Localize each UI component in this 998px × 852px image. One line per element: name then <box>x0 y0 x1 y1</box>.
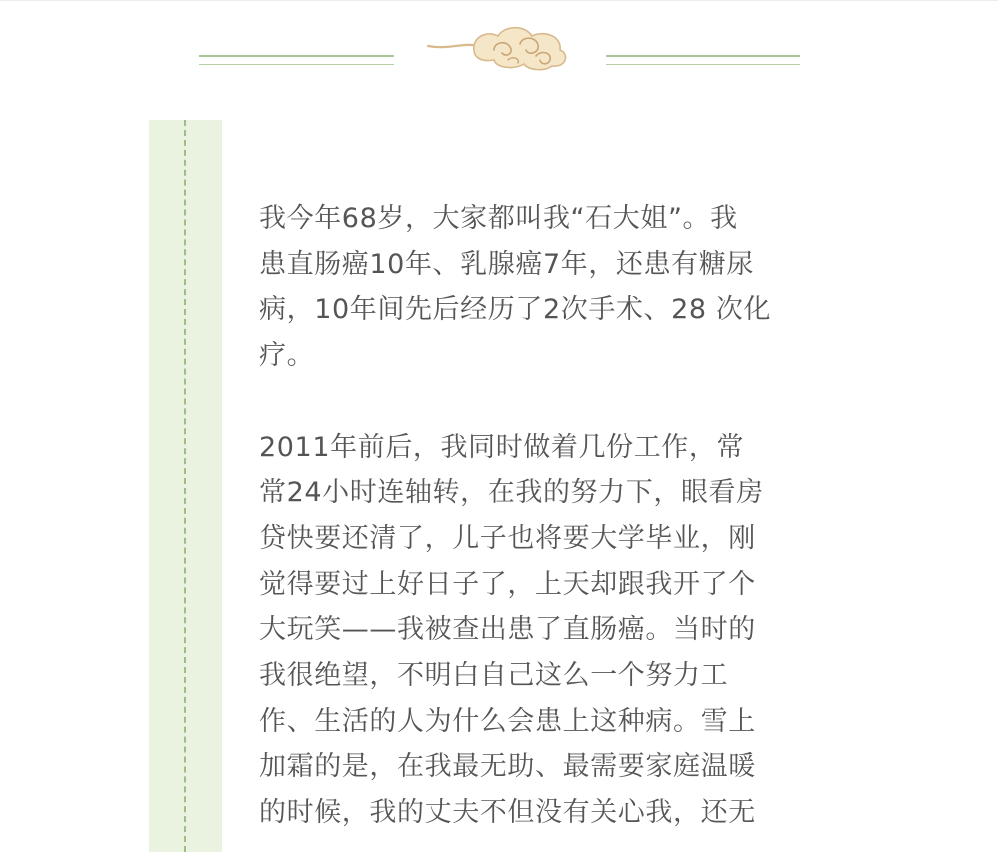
text-line: 疗。 <box>259 340 315 372</box>
top-rule <box>0 0 998 1</box>
divider-line-right <box>606 53 800 67</box>
text-line: 觉得要过上好日子了，上天却跟我开了个 <box>259 568 756 600</box>
decorative-divider <box>0 8 998 70</box>
text-line: 贷快要还清了，儿子也将要大学毕业，刚 <box>259 522 756 554</box>
divider-line-left <box>199 53 394 67</box>
dashed-guide-line <box>184 120 186 852</box>
paragraph-gap <box>259 379 819 425</box>
text-line: 病，10年间先后经历了2次手术、28 次化 <box>259 294 772 326</box>
text-line: 加霜的是，在我最无助、最需要家庭温暖 <box>259 751 756 783</box>
text-line: 的时候，我的丈夫不但没有关心我，还无 <box>259 797 756 829</box>
text-line: 我很绝望，不明白自己这么一个努力工 <box>259 660 729 692</box>
text-line: 我今年68岁，大家都叫我“石大姐”。我 <box>259 203 738 234</box>
article-body <box>259 196 819 836</box>
side-decoration-band <box>149 120 222 852</box>
paragraph-1 <box>259 196 819 379</box>
paragraph-2 <box>259 425 819 836</box>
text-line: 大玩笑——我被查出患了直肠癌。当时的 <box>259 614 756 646</box>
text-line: 2011年前后，我同时做着几份工作，常 <box>259 431 745 463</box>
text-line: 患直肠癌10年、乳腺癌7年，还患有糖尿 <box>259 248 754 280</box>
text-line: 常24小时连轴转，在我的努力下，眼看房 <box>259 477 764 509</box>
auspicious-cloud-icon <box>424 20 574 72</box>
text-line: 作、生活的人为什么会患上这种病。雪上 <box>259 705 756 737</box>
